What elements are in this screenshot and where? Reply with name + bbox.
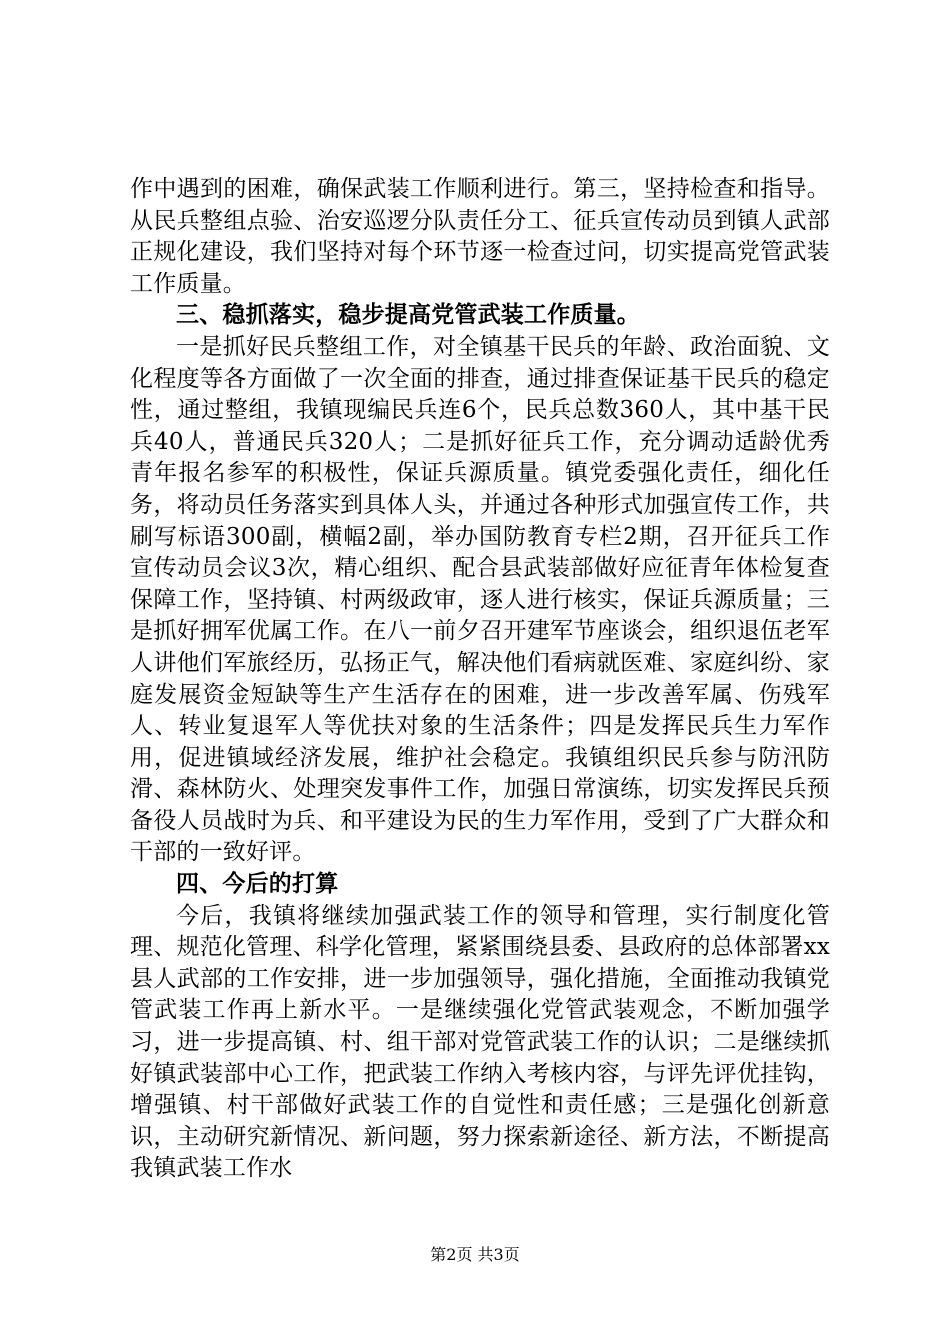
section-heading-4: 四、今后的打算 [176, 871, 339, 898]
paragraph-continuation: 作中遇到的困难，确保武装工作顺利进行。第三，坚持检查和指导。从民兵整组点验、治安巡逻分队责任分工、征兵宣传动员到镇人武部正规化建设，我们坚持对每个环节逐一检查过问，切实提高党管武装工作质量。 [130, 176, 830, 297]
paragraph-section-3-body: 一是抓好民兵整组工作，对全镇基干民兵的年龄、政治面貌、文化程度等各方面做了一次全面的排查，通过排查保证基干民兵的稳定性，通过整组，我镇现编民兵连6个，民兵总数360人，其中基干民兵40人，普通民兵320人；二是抓好征兵工作，充分调动适龄优秀青年报名参军的积极性，保证兵源质量。镇党委强化责任，细化任务，将动员任务落实到具体人头，并通过各种形式加强宣传工作，共刷写标语300副，横幅2副，举办国防教育专栏2期，召开征兵工作宣传动员会议3次，精心组织、配合县武装部做好应征青年体检复查保障工作，坚持镇、村两级政审，逐人进行核实，保证兵源质量；三是抓好拥军优属工作。在八一前夕召开建军节座谈会，组织退伍老军人讲他们军旅经历，弘扬正气，解决他们看病就医难、家庭纠纷、家庭发展资金短缺等生产生活存在的困难，进一步改善军属、伤残军人、转业复退军人等优扶对象的生活条件；四是发挥民兵生力军作用，促进镇域经济发展，维护社会稳定。我镇组织民兵参与防汛防滑、森林防火、处理突发事件工作，加强日常演练，切实发挥民兵预备役人员战时为兵、和平建设为民的生力军作用，受到了广大群众和干部的一致好评。 [130, 333, 830, 866]
document-body [130, 174, 830, 1185]
paragraph-section-4-body: 今后，我镇将继续加强武装工作的领导和管理，实行制度化管理、规范化管理、科学化管理，紧紧围绕县委、县政府的总体部署xx县人武部的工作安排，进一步加强领导，强化措施，全面推动我镇党管武装工作再上新水平。一是继续强化党管武装观念，不断加强学习，进一步提高镇、村、组干部对党管武装工作的认识；二是继续抓好镇武装部中心工作，把武装工作纳入考核内容，与评先评优挂钩，增强镇、村干部做好武装工作的自觉性和责任感；三是强化创新意识，主动研究新情况、新问题，努力探索新途径、新方法，不断提高我镇武装工作水 [130, 902, 830, 1182]
page-footer: 第2页 共3页 [430, 1245, 520, 1264]
section-heading-3: 三、稳抓落实，稳步提高党管武装工作质量。 [176, 302, 640, 329]
